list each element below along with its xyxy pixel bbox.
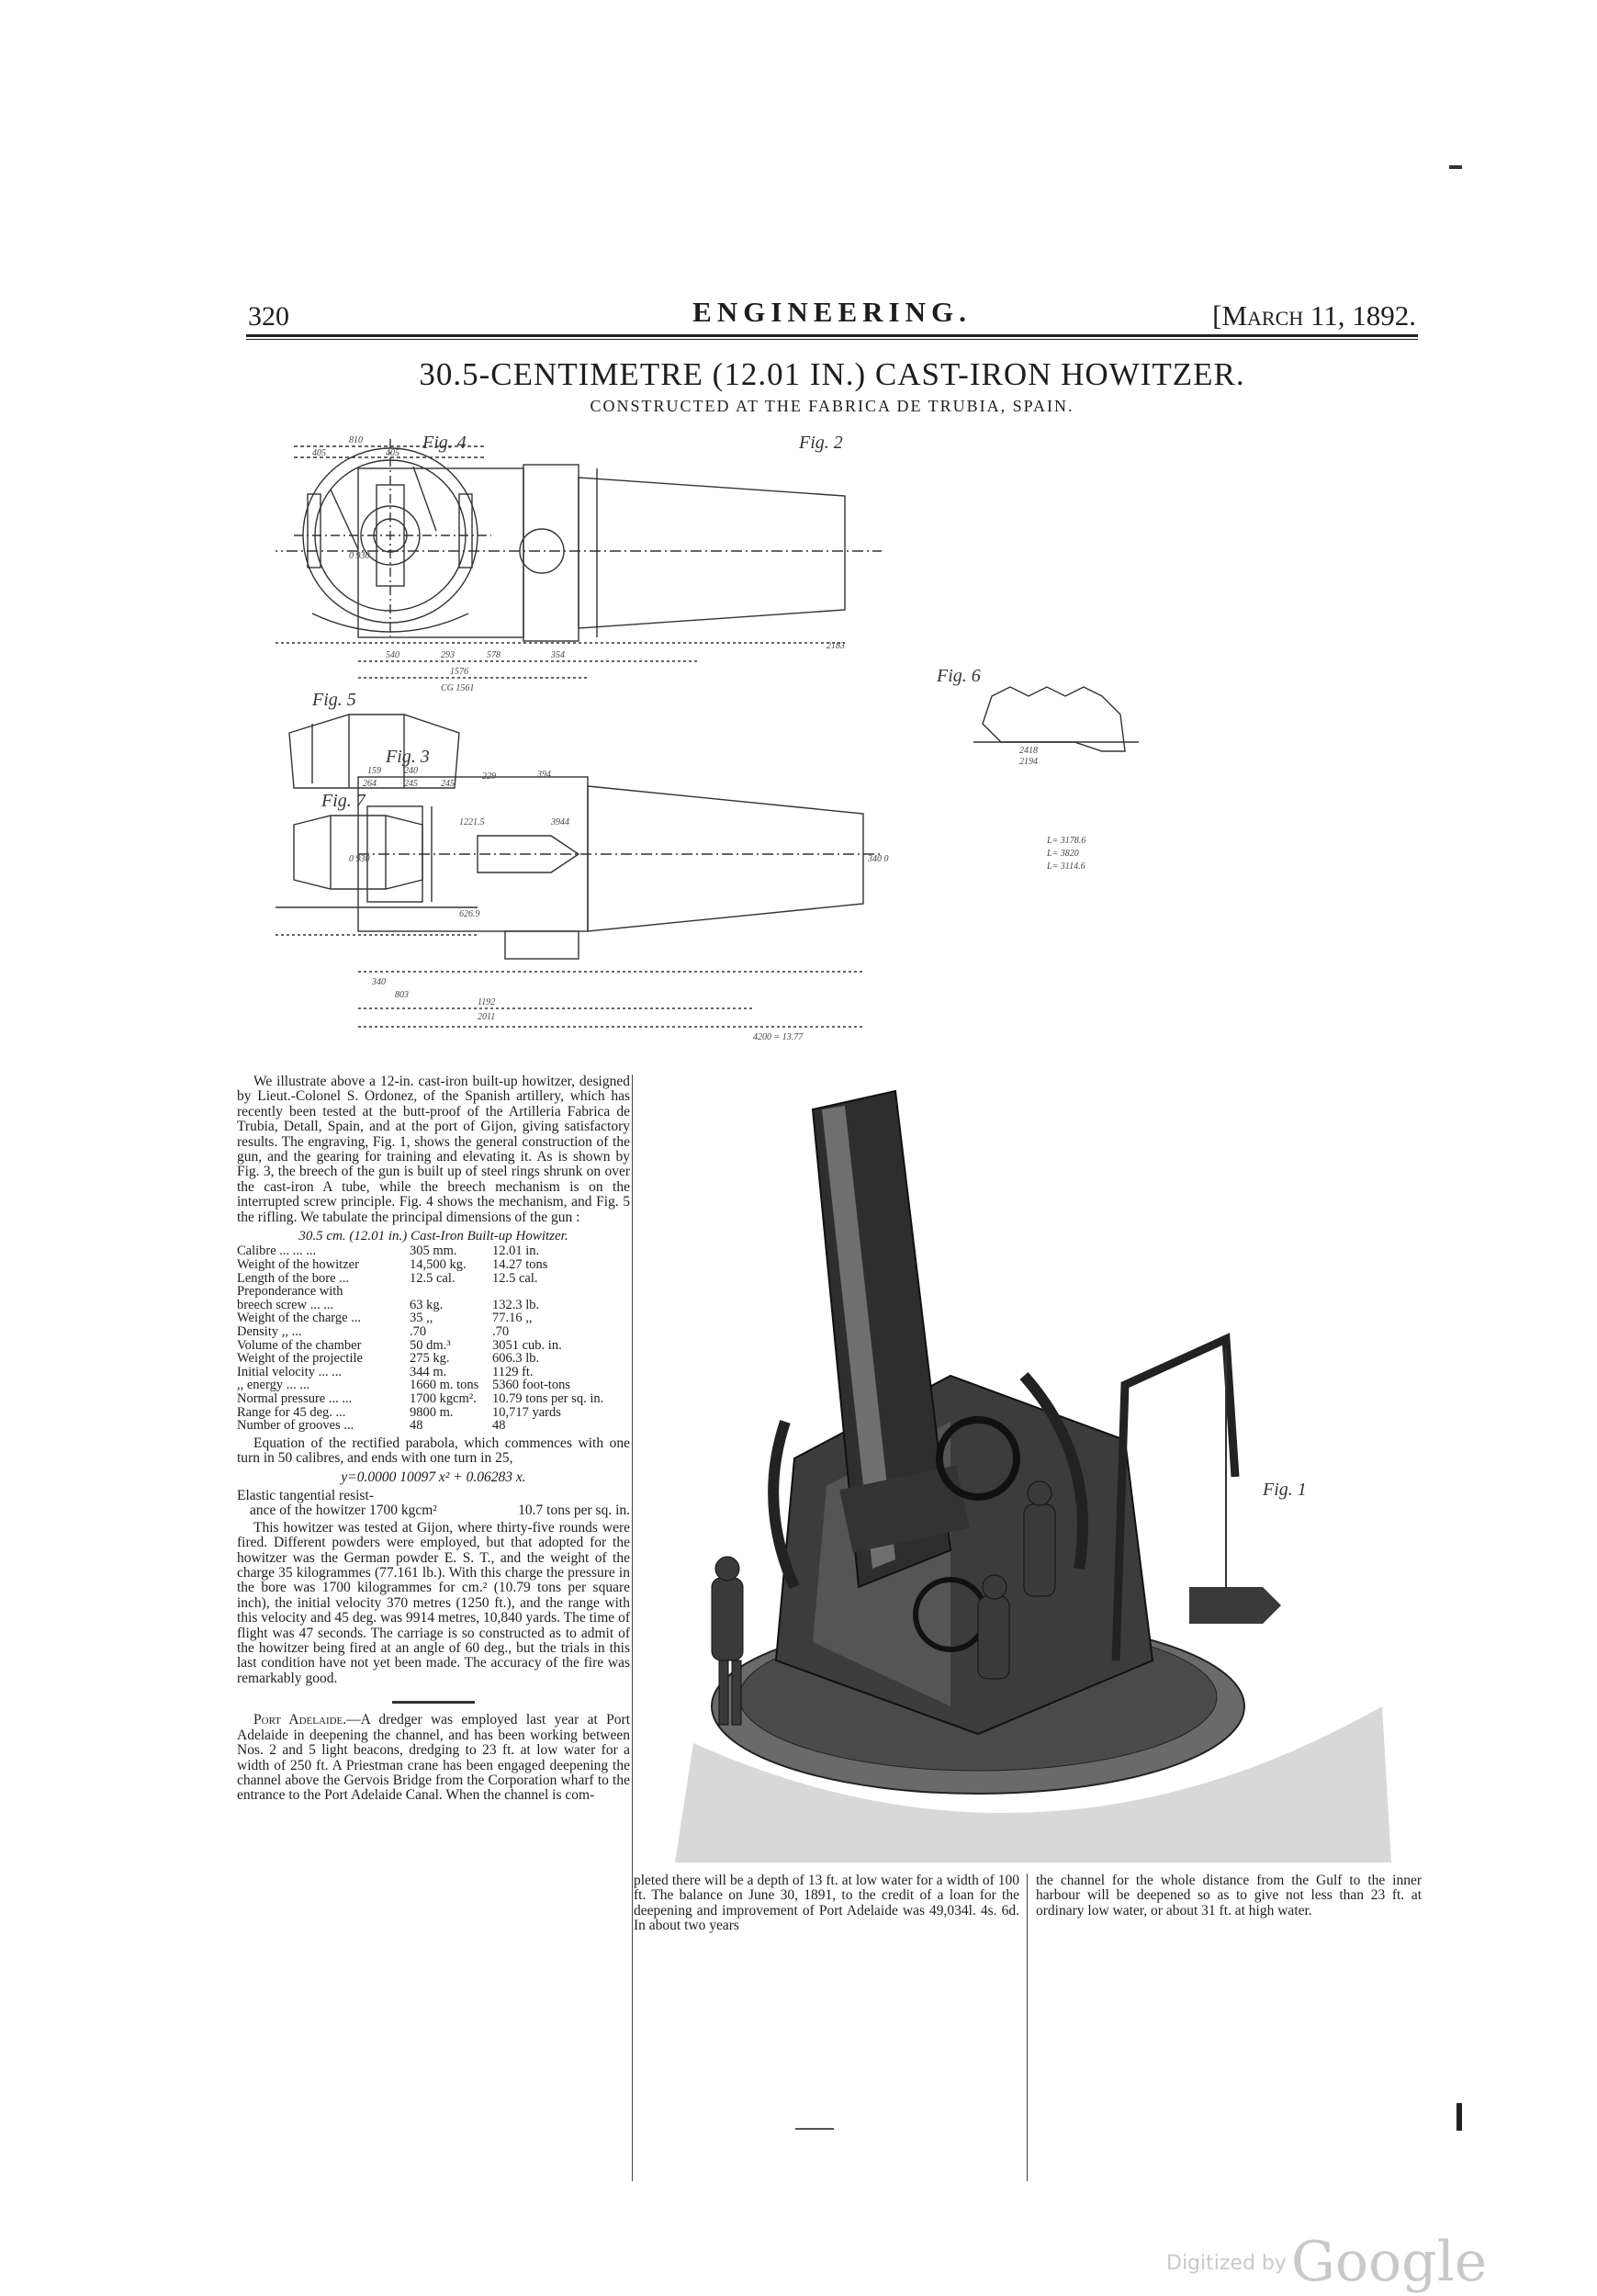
article-subtitle: CONSTRUCTED AT THE FABRICA DE TRUBIA, SPAIN. <box>590 397 1074 415</box>
header-rule-thin <box>246 339 1418 340</box>
dim-label: 340 <box>372 977 386 987</box>
dimensions-table <box>237 1244 630 1432</box>
watermark-digitized: Digitized by <box>1166 2252 1287 2275</box>
port-adelaide-heading: Port Adelaide. <box>253 1712 347 1728</box>
dim-label: 405 <box>386 448 399 458</box>
fig-7-breech-screw <box>276 816 478 935</box>
row-imperial: 10,717 yards <box>492 1404 561 1420</box>
dim-label: 240 <box>404 766 418 776</box>
dim-label: 340 0 <box>868 854 889 864</box>
dim-label: 245 <box>441 779 455 789</box>
fig-2-exterior <box>276 465 882 678</box>
row-metric: 48 <box>410 1418 423 1434</box>
fig-1-label: Fig. 1 <box>1263 1480 1307 1500</box>
row-label: ,, energy ... ... <box>237 1378 310 1393</box>
table-row <box>237 1258 630 1272</box>
dim-label: 4200 = 13.77 <box>753 1032 804 1042</box>
dim-label: 578 <box>487 650 500 660</box>
fig-5-label: Fig. 5 <box>312 690 356 710</box>
text-column-3 <box>1036 1874 1422 1920</box>
row-metric: 9800 m. <box>410 1404 454 1420</box>
fig-3-section <box>358 777 882 1027</box>
dim-label: 1221.5 <box>459 817 485 827</box>
table-row <box>237 1285 630 1299</box>
row-label: Number of grooves ... <box>237 1418 354 1434</box>
row-metric: 344 m. <box>410 1364 447 1379</box>
row-imperial: 3051 cub. in. <box>492 1337 562 1353</box>
row-imperial: 14.27 tons <box>492 1257 548 1273</box>
row-label: Normal pressure ... ... <box>237 1391 353 1406</box>
projectile <box>1189 1587 1281 1624</box>
row-imperial: 12.5 cal. <box>492 1270 538 1286</box>
row-label: Calibre ... ... ... <box>237 1244 317 1259</box>
row-label: Initial velocity ... ... <box>237 1364 342 1379</box>
row-metric: 35 ,, <box>410 1311 433 1326</box>
dim-label: 159 <box>367 766 381 776</box>
row-imperial: 77.16 ,, <box>492 1311 533 1326</box>
table-row <box>237 1244 630 1258</box>
row-label: Preponderance with <box>237 1284 343 1300</box>
port-adelaide-continued-2: the channel for the whole distance from the Gulf to the inner harbour will be deepened so as to give not less than 23 ft. at ordinary low water, or about 31 ft. at high water. <box>1036 1873 1422 1919</box>
elastic-row <box>237 1503 630 1518</box>
row-label: Range for 45 deg. ... <box>237 1404 346 1420</box>
dim-label: L= 3114.6 <box>1047 861 1085 872</box>
row-metric: 275 kg. <box>410 1351 450 1367</box>
page-number: 320 <box>248 301 289 332</box>
fig-2-label: Fig. 2 <box>799 433 843 453</box>
row-imperial: 132.3 lb. <box>492 1297 540 1312</box>
elastic-label-2: ance of the howitzer 1700 kgcm² <box>250 1503 437 1519</box>
running-header <box>248 296 1416 332</box>
dim-label: 540 <box>386 650 399 660</box>
elastic-label: Elastic tangential resist- <box>237 1488 374 1503</box>
fig-3-label: Fig. 3 <box>386 747 430 767</box>
table-row <box>237 1339 630 1353</box>
dim-label: 354 <box>551 650 565 660</box>
fig-7-label: Fig. 7 <box>321 791 366 811</box>
table-row <box>237 1272 630 1286</box>
row-metric: 1660 m. tons <box>410 1378 479 1393</box>
table-row <box>237 1392 630 1406</box>
port-adelaide-paragraph <box>237 1713 630 1803</box>
row-label: breech screw ... ... <box>237 1297 334 1312</box>
dim-label: 0 930 <box>349 854 370 864</box>
equation-paragraph: Equation of the rectified parabola, which commences with one turn in 50 calibres, and ends with one turn in 25, <box>237 1435 630 1467</box>
fig-4-label: Fig. 4 <box>422 433 467 453</box>
dim-label: 1192 <box>478 997 496 1007</box>
table-row <box>237 1379 630 1392</box>
dim-label: 245 <box>404 779 418 789</box>
google-watermark <box>1166 2230 1487 2294</box>
column-separator <box>1027 1874 1028 2181</box>
dim-label: L= 3178.6 <box>1047 836 1086 846</box>
row-label: Weight of the howitzer <box>237 1257 359 1273</box>
table-row <box>237 1406 630 1420</box>
dim-label: 803 <box>395 990 409 1000</box>
text-column-1 <box>237 1075 630 1806</box>
table-row <box>237 1311 630 1325</box>
header-rule <box>246 334 1418 337</box>
dim-label: 3944 <box>551 817 569 827</box>
row-imperial: 1129 ft. <box>492 1364 534 1379</box>
row-metric: 50 dm.³ <box>410 1337 451 1353</box>
dim-label: CG 1561 <box>441 683 475 693</box>
watermark-google: Google <box>1291 2230 1488 2294</box>
row-imperial <box>492 1285 630 1299</box>
row-label: Weight of the charge ... <box>237 1311 362 1326</box>
row-imperial: 12.01 in. <box>492 1244 540 1259</box>
article-title: 30.5-CENTIMETRE (12.01 IN.) CAST-IRON HOWITZER. <box>419 356 1245 392</box>
footer-dash <box>795 2128 834 2130</box>
row-metric: 14,500 kg. <box>410 1257 467 1273</box>
rifling-equation: y=0.0000 10097 x² + 0.06283 x. <box>341 1469 526 1485</box>
row-imperial: .70 <box>492 1324 510 1340</box>
dim-label: 2418 <box>1019 746 1038 756</box>
dimensions-table-title: 30.5 cm. (12.01 in.) Cast-Iron Built-up Howitzer. <box>298 1229 568 1244</box>
engineering-drawings <box>276 421 1396 1054</box>
dim-label: 626.9 <box>459 909 480 919</box>
row-label: Volume of the chamber <box>237 1337 362 1353</box>
intro-paragraph: We illustrate above a 12-in. cast-iron built-up howitzer, designed by Lieut.-Colonel S. Ordonez, of the Spanish artillery, which has recently been tested at the butt-proof of the Artilleria Fabrica de Trubia, Detall, Spain, and at the port of Gijon, giving satisfactory results. The engraving, Fig. 1, shows the general construction of the gun, and the gearing for training and elevating it. As is shown by Fig. 3, the breech of the gun is built up of steel rings shrunk on over the cast-iron A tube, while the breech mechanism is on the interrupted screw principle. Fig. 4 shows the mechanism, and Fig. 5 the rifling. We tabulate the principal dimensions of the gun : <box>237 1074 630 1225</box>
dim-label: 394 <box>537 770 551 780</box>
table-row <box>237 1325 630 1339</box>
row-metric <box>410 1285 492 1299</box>
dim-label: L= 3820 <box>1047 849 1079 859</box>
dim-label: 264 <box>363 779 377 789</box>
dim-label: 2194 <box>1019 757 1038 767</box>
row-metric: 63 kg. <box>410 1297 444 1312</box>
dim-label: 405 <box>312 448 326 458</box>
section-rule <box>392 1701 475 1704</box>
issue-date: [March 11, 1892. <box>1212 299 1416 332</box>
port-adelaide-text: —A dredger was employed last year at Port Adelaide in deepening the channel, and has been working between Nos. 2 and 5 light beacons, dredging to 23 ft. at low water for a width of 250 ft. A Priestman crane has been engaged deepening the channel above the Gervois Bridge from the Corporation wharf to the entrance to the Port Adelaide Canal. When the channel is com- <box>237 1712 631 1804</box>
port-adelaide-continued: pleted there will be a depth of 13 ft. at low water for a width of 100 ft. The balance on June 30, 1891, to the credit of a loan for the deepening and improvement of Port Adelaide was 49,034l. 4s. 6d. In about two years <box>634 1873 1019 1934</box>
dim-label: 810 <box>349 435 363 445</box>
fig-6-thread <box>973 687 1139 751</box>
table-row <box>237 1299 630 1312</box>
dim-label: 2011 <box>478 1012 496 1022</box>
table-row <box>237 1366 630 1379</box>
row-imperial: 606.3 lb. <box>492 1351 540 1367</box>
row-metric: .70 <box>410 1324 427 1340</box>
test-paragraph: This howitzer was tested at Gijon, where thirty-five rounds were fired. Different powders were employed, but that adopted for the howitzer was the German powder E. S. T., and the weight of the charge 35 kilogrammes (77.161 lb.). With this charge the pressure in the bore was 1700 kilogrammes for cm.² (10.79 tons per square inch), the initial velocity 370 metres (1250 ft.), and the range with this velocity and 45 deg. was 9914 metres, 10,840 yards. The time of flight was 47 seconds. The carriage is so constructed as to admit of the howitzer being fired at an angle of 60 deg., but the trials in this last condition have not yet been made. The accuracy of the fire was remarkably good. <box>237 1519 630 1686</box>
row-label: Length of the bore ... <box>237 1270 350 1286</box>
row-label: Weight of the projectile <box>237 1351 363 1367</box>
fig-6-label: Fig. 6 <box>937 666 981 686</box>
text-column-2 <box>634 1874 1019 1936</box>
margin-mark-bottom <box>1456 2103 1462 2131</box>
dim-label: 229 <box>482 771 496 782</box>
row-metric: 1700 kgcm². <box>410 1391 477 1406</box>
row-label: Density ,, ... <box>237 1324 302 1340</box>
journal-title: ENGINEERING. <box>692 296 972 328</box>
fig-1-howitzer-engraving <box>675 1073 1391 1863</box>
row-metric: 305 mm. <box>410 1244 457 1259</box>
dim-label: 293 <box>441 650 455 660</box>
dim-label: 2183 <box>827 641 845 651</box>
margin-mark-top <box>1449 165 1462 169</box>
dim-label: 1576 <box>450 667 468 677</box>
dim-label: 0 930 <box>349 551 370 561</box>
row-imperial: 5360 foot-tons <box>492 1378 570 1393</box>
row-metric: 12.5 cal. <box>410 1270 455 1286</box>
elastic-value: 10.7 tons per sq. in. <box>518 1503 630 1519</box>
row-imperial: 10.79 tons per sq. in. <box>492 1391 604 1406</box>
row-imperial: 48 <box>492 1418 506 1434</box>
table-row <box>237 1352 630 1366</box>
table-row <box>237 1419 630 1433</box>
column-separator <box>632 1075 633 2181</box>
